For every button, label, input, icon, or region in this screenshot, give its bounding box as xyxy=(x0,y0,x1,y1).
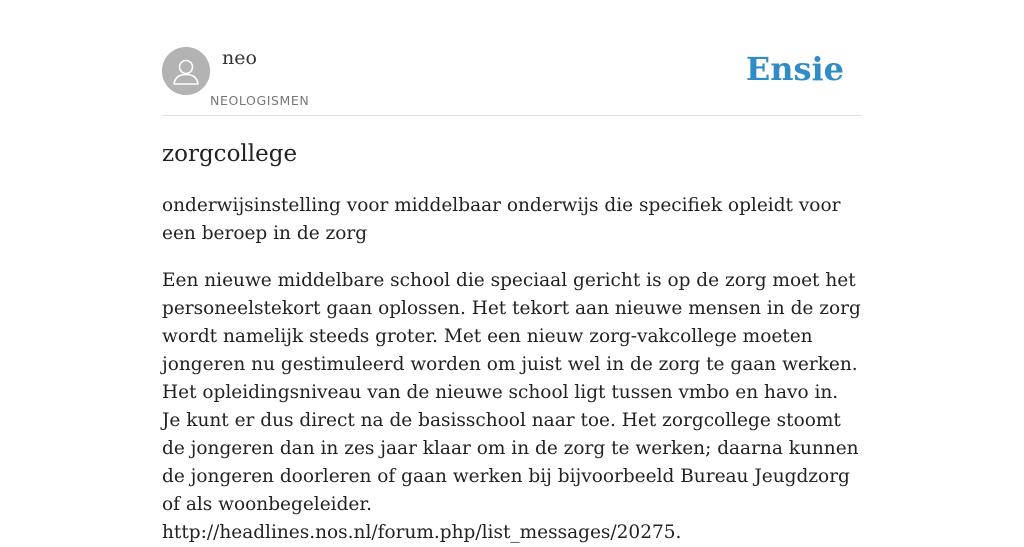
category-label[interactable]: NEOLOGISMEN xyxy=(210,93,310,108)
entry-definition: onderwijsinstelling voor middelbaar onderwijs die specifiek opleidt voor een beroep in de zorg xyxy=(162,195,841,244)
source-link[interactable]: http://headlines.nos.nl/forum.php/list_messages/20275. xyxy=(162,522,682,543)
entry-term: zorgcollege xyxy=(162,141,298,167)
header-divider xyxy=(162,115,862,116)
entry-card xyxy=(162,0,862,543)
ensie-logo[interactable]: Ensie xyxy=(745,50,844,88)
entry-example xyxy=(162,267,862,547)
author-avatar[interactable] xyxy=(162,47,210,95)
entry-example-text: Een nieuwe middelbare school die speciaal gericht is op de zorg moet het personeelstekort gaan oplossen. Het tekort aan nieuwe mensen in de zorg wordt namelijk steeds groter. Met een nieuw zorg-vakcollege moeten jongeren nu gestimuleerd worden om juist wel in de zorg te gaan werken. Het opleidingsniveau van de nieuwe school ligt tussen vmbo en havo in. Je kunt er dus direct na de basisschool naar toe. Het zorgcollege stoomt de jongeren dan in zes jaar klaar om in de zorg te werken; daarna kunnen de jongeren doorleren of gaan werken bij bijvoorbeeld Bureau Jeugdzorg of als woonbegeleider. xyxy=(162,270,861,515)
user-avatar-icon xyxy=(162,47,210,95)
author-name[interactable]: neo xyxy=(222,47,257,69)
